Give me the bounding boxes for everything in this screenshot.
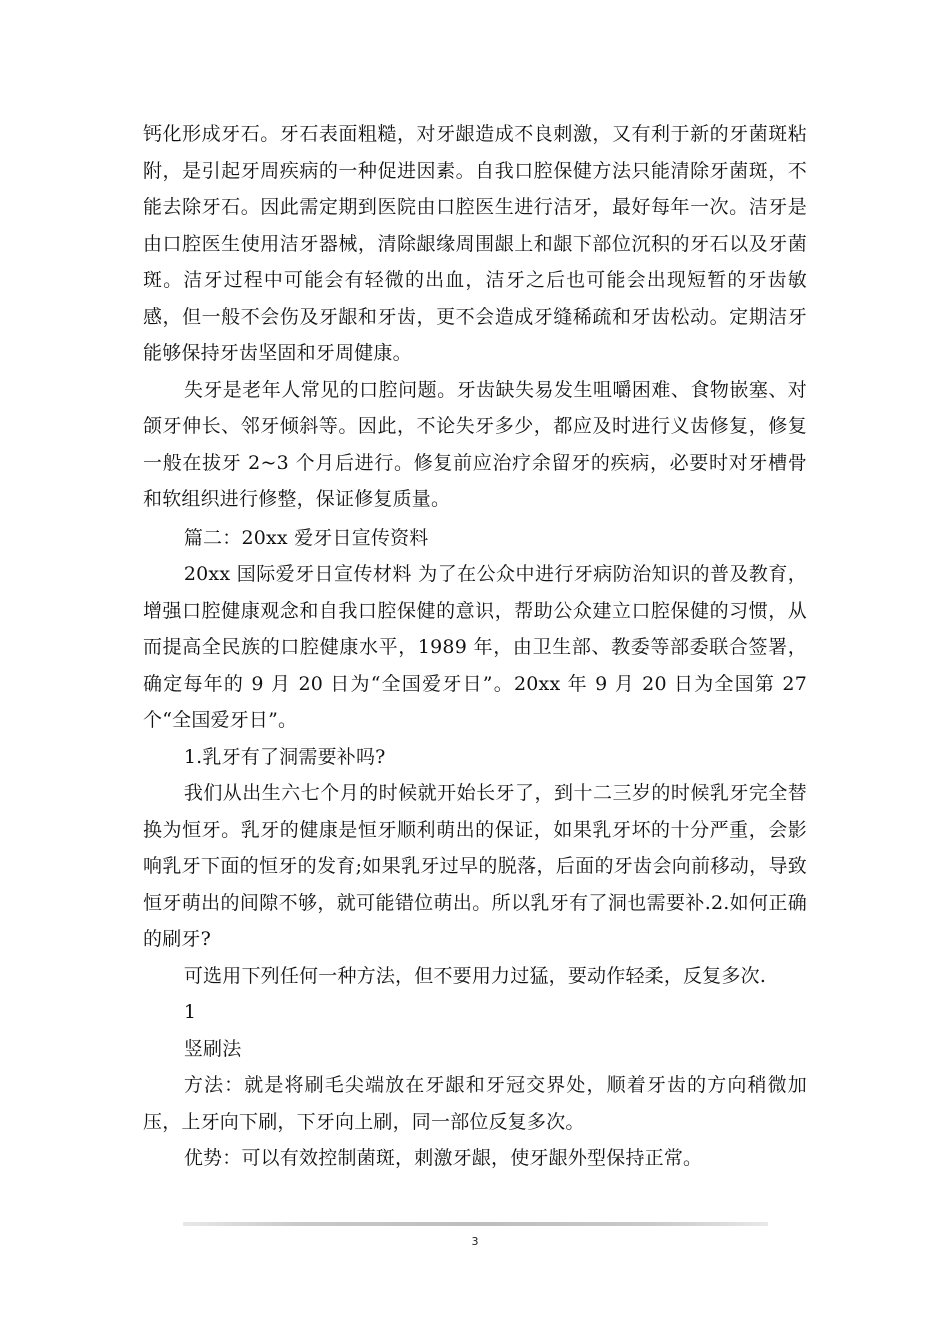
list-number-1: 1	[183, 1001, 197, 1023]
paragraph-love-teeth-day: 20xx 国际爱牙日宣传材料 为了在公众中进行牙病防治知识的普及教育，增强口腔健康观念和自我口腔保健的意识，帮助公众建立口腔保健的习惯，从而提高全民族的口腔健康水平，1989 年，由卫生部、教委等部委联合签署，确定每年的 9 月 20 日为“全国爱牙日”。20xx 年 9 月 20 日为全国第 27 个“全国爱牙日”。	[143, 563, 807, 731]
paragraph-dental-calculus: 钙化形成牙石。牙石表面粗糙，对牙龈造成不良刺激，又有利于新的牙菌斑粘附，是引起牙周疾病的一种促进因素。自我口腔保健方法只能清除牙菌斑，不能去除牙石。因此需定期到医院由口腔医生进行洁牙，最好每年一次。洁牙是由口腔医生使用洁牙器械，清除龈缘周围龈上和龈下部位沉积的牙石以及牙菌斑。洁牙过程中可能会有轻微的出血，洁牙之后也可能会出现短暂的牙齿敏感，但一般不会伤及牙龈和牙齿，更不会造成牙缝稀疏和牙齿松动。定期洁牙能够保持牙齿坚固和牙周健康。	[143, 123, 807, 364]
method-title-vertical-brushing: 竖刷法	[183, 1037, 242, 1060]
paragraph-baby-teeth-answer: 我们从出生六七个月的时候就开始长牙了，到十二三岁的时候乳牙完全替换为恒牙。乳牙的健康是恒牙顺利萌出的保证，如果乳牙坏的十分严重，会影响乳牙下面的恒牙的发育;如果乳牙过早的脱落，后面的牙齿会向前移动，导致恒牙萌出的间隙不够，就可能错位萌出。所以乳牙有了洞也需要补.2.如何正确的刷牙?	[143, 782, 807, 950]
document-body	[143, 116, 807, 1177]
paragraph-method-description: 方法：就是将刷毛尖端放在牙龈和牙冠交界处，顺着牙齿的方向稍微加压，上牙向下刷，下牙向上刷，同一部位反复多次。	[143, 1074, 807, 1133]
paragraph-method-advantage: 优势：可以有效控制菌斑，刺激牙龈，使牙龈外型保持正常。	[183, 1147, 703, 1169]
question-heading-baby-teeth: 1.乳牙有了洞需要补吗?	[183, 745, 386, 768]
section-heading-part-two: 篇二：20xx 爱牙日宣传资料	[183, 526, 429, 549]
footer-divider	[183, 1222, 768, 1226]
page-number: 3	[471, 1235, 479, 1248]
paragraph-brushing-methods: 可选用下列任何一种方法，但不要用力过猛，要动作轻柔，反复多次.	[183, 964, 767, 987]
paragraph-tooth-loss: 失牙是老年人常见的口腔问题。牙齿缺失易发生咀嚼困难、食物嵌塞、对颌牙伸长、邻牙倾斜等。因此，不论失牙多少，都应及时进行义齿修复，修复一般在拔牙 2~3 个月后进行。修复前应治疗余留牙的疾病，必要时对牙槽骨和软组织进行修整，保证修复质量。	[143, 378, 807, 510]
